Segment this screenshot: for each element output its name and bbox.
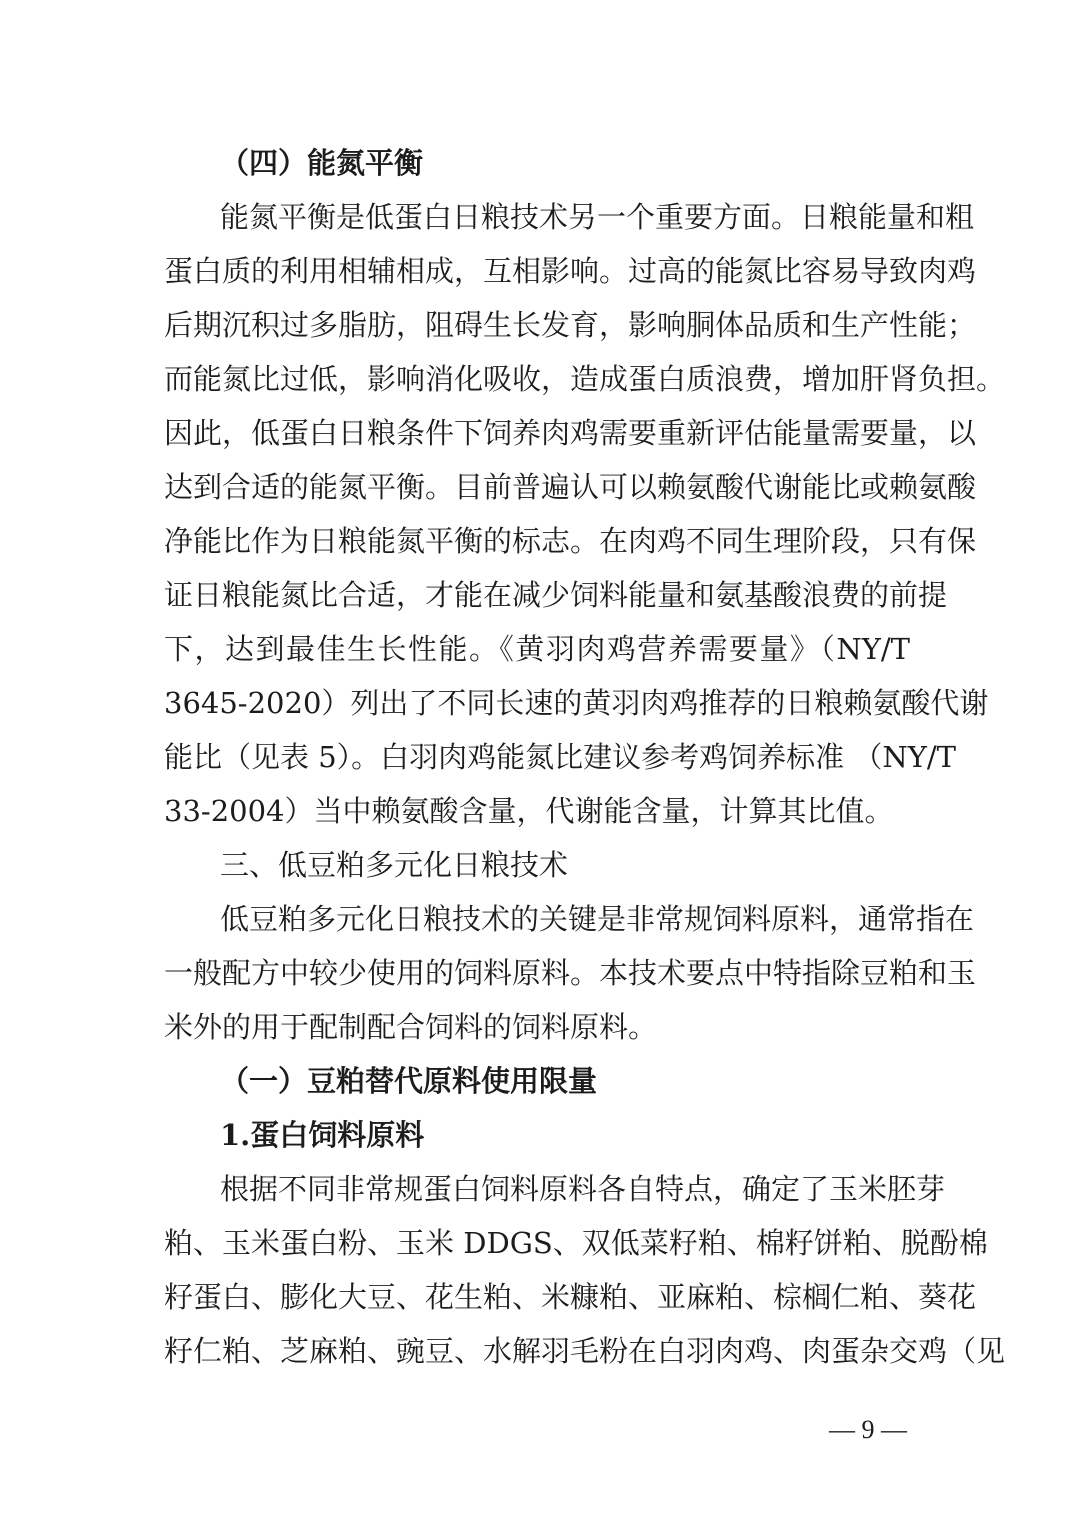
paragraph-line: 下，达到最佳生长性能。《黄羽肉鸡营养需要量》（NY/T — [164, 632, 910, 666]
paragraph-line: 籽仁粕、芝麻粕、豌豆、水解羽毛粉在白羽肉鸡、肉蛋杂交鸡（见 — [164, 1334, 1006, 1368]
paragraph-line: 根据不同非常规蛋白饲料原料各自特点，确定了玉米胚芽 — [220, 1172, 946, 1206]
section-heading-low-soybean-meal: 三、低豆粕多元化日粮技术 — [220, 848, 569, 882]
document-body — [164, 136, 1006, 1378]
paragraph-line: 米外的用于配制配合饲料的饲料原料。 — [164, 1010, 658, 1044]
paragraph-line: 净能比作为日粮能氮平衡的标志。在肉鸡不同生理阶段，只有保 — [164, 524, 977, 558]
paragraph-line: 低豆粕多元化日粮技术的关键是非常规饲料原料，通常指在 — [220, 902, 975, 936]
paragraph-line: 证日粮能氮比合适，才能在减少饲料能量和氨基酸浪费的前提 — [164, 578, 948, 612]
paragraph-line: 一般配方中较少使用的饲料原料。本技术要点中特指除豆粕和玉 — [164, 956, 977, 990]
subsection-heading-substitute-limits: （一）豆粕替代原料使用限量 — [220, 1064, 598, 1098]
paragraph-line: 能氮平衡是低蛋白日粮技术另一个重要方面。日粮能量和粗 — [220, 200, 975, 234]
item-heading-protein-feed: 1.蛋白饲料原料 — [220, 1118, 425, 1152]
paragraph-line: 3645-2020）列出了不同长速的黄羽肉鸡推荐的日粮赖氨酸代谢 — [164, 686, 989, 720]
paragraph-line: 籽蛋白、膨化大豆、花生粕、米糠粕、亚麻粕、棕榈仁粕、葵花 — [164, 1280, 977, 1314]
paragraph-line: 粕、玉米蛋白粉、玉米 DDGS、双低菜籽粕、棉籽饼粕、脱酚棉 — [164, 1226, 988, 1260]
page-number: — 9 — — [829, 1415, 907, 1444]
paragraph-line: 后期沉积过多脂肪，阻碍生长发育，影响胴体品质和生产性能； — [164, 308, 977, 342]
paragraph-line: 33-2004）当中赖氨酸含量，代谢能含量，计算其比值。 — [164, 794, 894, 828]
section-heading-energy-nitrogen-balance: （四）能氮平衡 — [220, 146, 424, 180]
paragraph-line: 蛋白质的利用相辅相成，互相影响。过高的能氮比容易导致肉鸡 — [164, 254, 977, 288]
paragraph-line: 能比（见表 5）。白羽肉鸡能氮比建议参考鸡饲养标准 （NY/T — [164, 740, 957, 774]
paragraph-line: 因此，低蛋白日粮条件下饲养肉鸡需要重新评估能量需要量，以 — [164, 416, 977, 450]
paragraph-line: 达到合适的能氮平衡。目前普遍认可以赖氨酸代谢能比或赖氨酸 — [164, 470, 977, 504]
paragraph-line: 而能氮比过低，影响消化吸收，造成蛋白质浪费，增加肝肾负担。 — [164, 362, 1006, 396]
